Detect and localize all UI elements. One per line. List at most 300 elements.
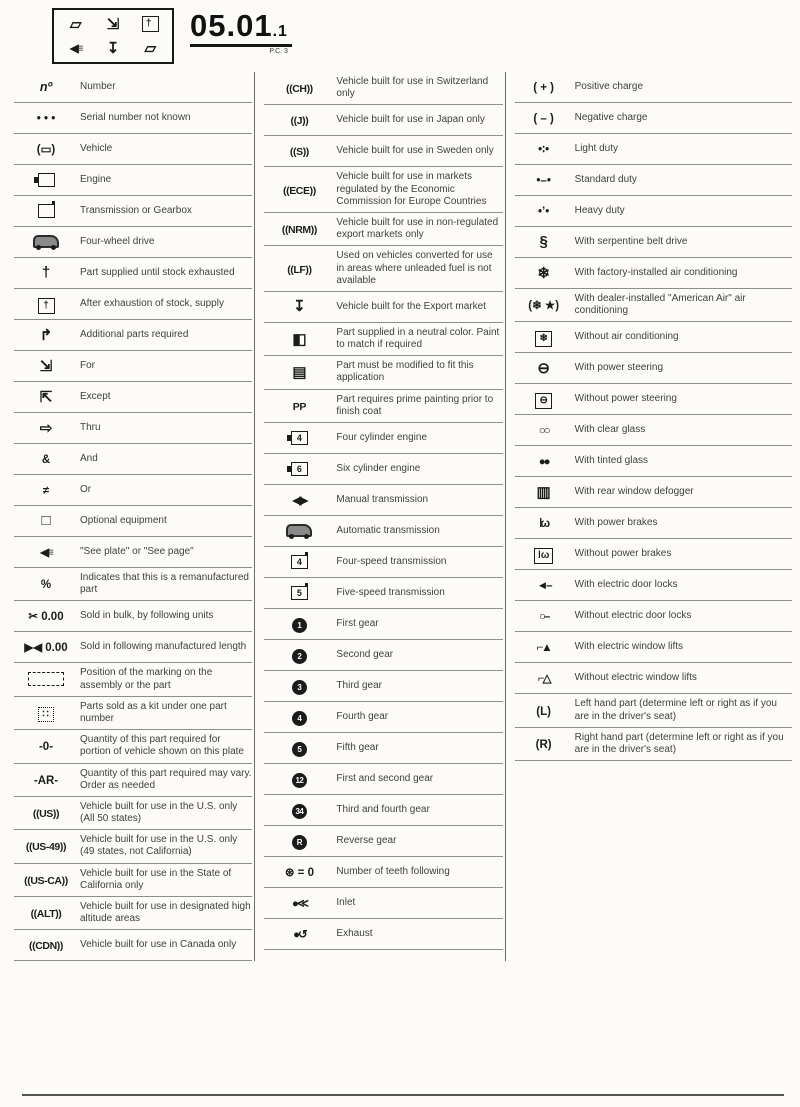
exhaust-icon: ●↺ bbox=[293, 929, 306, 941]
symbol-cell bbox=[264, 330, 334, 349]
symbol-cell bbox=[264, 522, 334, 540]
legend-label: Optional equipment bbox=[80, 514, 167, 526]
four-speed-icon: 4 bbox=[291, 555, 308, 569]
legend-label: Sold in bulk, by following units bbox=[80, 610, 214, 622]
page-title-suffix: .1 bbox=[272, 23, 288, 40]
except-arrow-icon: ⇱ bbox=[39, 388, 53, 406]
symbol-cell bbox=[14, 233, 78, 251]
symbol-cell bbox=[515, 171, 573, 189]
symbol-cell bbox=[264, 863, 334, 881]
legend-label: "See plate" or "See page" bbox=[80, 545, 194, 557]
legend-label: Exhaust bbox=[336, 927, 373, 939]
legend-row bbox=[515, 601, 792, 632]
symbol-cell bbox=[264, 615, 334, 633]
for-arrow-icon: ⇲ bbox=[39, 357, 53, 375]
symbol-cell bbox=[515, 359, 573, 378]
symbol-cell bbox=[14, 804, 78, 822]
legend-row bbox=[264, 764, 502, 795]
legend-row bbox=[14, 601, 252, 632]
legend-row bbox=[515, 322, 792, 353]
symbol-cell bbox=[14, 936, 78, 954]
legend-label: With factory-installed air conditioning bbox=[574, 266, 738, 278]
symbol-cell bbox=[515, 328, 573, 347]
heavy-duty-icon: •ʼ• bbox=[538, 206, 550, 218]
legend-row bbox=[14, 568, 252, 601]
symbol-cell bbox=[515, 233, 573, 251]
ch-code-symbol: ((CH)) bbox=[286, 83, 313, 96]
legend-label: Light duty bbox=[574, 142, 619, 154]
legend-row bbox=[264, 857, 502, 888]
legend-label: Fifth gear bbox=[336, 741, 379, 753]
engine-icon bbox=[38, 173, 55, 187]
legend-label: Vehicle built for use in Sweden only bbox=[336, 145, 494, 157]
nrm-code-symbol: ((NRM)) bbox=[281, 224, 317, 237]
legend-label: Quantity of this part required for portion of vehicle shown on this plate bbox=[80, 734, 244, 758]
legend-row bbox=[264, 547, 502, 578]
legend-label: Four cylinder engine bbox=[336, 431, 428, 443]
legend-row bbox=[264, 213, 502, 246]
four-wheel-drive-icon bbox=[33, 235, 59, 248]
power-steering-icon: ⊖ bbox=[537, 359, 550, 377]
legend-row bbox=[264, 423, 502, 454]
legend-row bbox=[14, 730, 252, 763]
legend-label: Without electric window lifts bbox=[574, 672, 697, 684]
page-header bbox=[52, 8, 292, 64]
no-power-brakes-icon: ǀω bbox=[534, 548, 553, 564]
dealer-ac-icon: (❄ ★) bbox=[528, 300, 560, 313]
symbol-cell bbox=[14, 388, 78, 407]
second-gear-icon: 2 bbox=[292, 649, 307, 664]
legend-row bbox=[264, 356, 502, 389]
legend-row bbox=[264, 485, 502, 516]
manual-transmission-icon: ◀▶ bbox=[292, 495, 307, 507]
vehicle-icon: (▭) bbox=[36, 144, 56, 156]
legend-label: For bbox=[80, 359, 95, 371]
symbol-cell bbox=[14, 171, 78, 189]
legend-row bbox=[515, 694, 792, 727]
legend-row bbox=[14, 165, 252, 196]
power-brakes-icon: ǀω bbox=[539, 518, 549, 531]
symbol-cell bbox=[14, 109, 78, 127]
legend-row bbox=[264, 292, 502, 323]
legend-row bbox=[14, 382, 252, 413]
symbol-cell bbox=[515, 452, 573, 470]
legend-row bbox=[515, 477, 792, 508]
legend-label: And bbox=[80, 452, 98, 464]
symbol-cell bbox=[515, 735, 573, 753]
symbol-cell bbox=[515, 202, 573, 220]
symbol-cell bbox=[14, 771, 78, 789]
serial-dots-icon: • • • bbox=[36, 113, 56, 125]
first-gear-icon: 1 bbox=[292, 618, 307, 633]
legend-row bbox=[14, 697, 252, 730]
four-cylinder-icon: 4 bbox=[291, 431, 308, 445]
stock-cross-box-icon: † bbox=[142, 16, 159, 32]
tinted-glass-icon: ●● bbox=[538, 456, 549, 469]
symbol-cell bbox=[264, 584, 334, 602]
prime-paint-symbol: PP bbox=[292, 400, 307, 413]
legend-row bbox=[14, 134, 252, 165]
legend-row bbox=[14, 864, 252, 897]
legend-row bbox=[264, 72, 502, 105]
alt-code-symbol: ((ALT)) bbox=[30, 908, 62, 921]
legend-label: Additional parts required bbox=[80, 328, 189, 340]
legend-row bbox=[515, 103, 792, 134]
symbol-cell bbox=[515, 483, 573, 502]
legend-label: With power brakes bbox=[574, 517, 658, 529]
legend-row bbox=[515, 539, 792, 570]
legend-row bbox=[264, 516, 502, 547]
legend-label: Vehicle built for use in markets regulated by the Economic Commission for Europe Countries bbox=[336, 171, 487, 207]
legend-row bbox=[264, 167, 502, 213]
legend-label: Inlet bbox=[336, 896, 356, 908]
legend-label: With tinted glass bbox=[574, 455, 649, 467]
legend-row bbox=[515, 384, 792, 415]
legend-label: Vehicle built for use in Japan only bbox=[336, 114, 485, 126]
legend-label: After exhaustion of stock, supply bbox=[80, 297, 224, 309]
serpentine-belt-symbol: § bbox=[539, 233, 548, 250]
symbol-cell bbox=[14, 575, 78, 593]
symbol-cell bbox=[14, 326, 78, 345]
legend-label: Heavy duty bbox=[574, 204, 625, 216]
symbol-cell bbox=[14, 638, 78, 656]
length-symbol: ▶◀ 0.00 bbox=[24, 642, 68, 655]
symbol-cell bbox=[264, 708, 334, 726]
symbol-cell bbox=[515, 638, 573, 656]
inlet-icon: ●≪ bbox=[291, 898, 307, 910]
legend-label: Reverse gear bbox=[336, 834, 397, 846]
symbol-cell bbox=[264, 297, 334, 316]
legend-label: Position of the marking on the assembly or the part bbox=[80, 667, 213, 691]
legend-label: First gear bbox=[336, 617, 379, 629]
legend-row bbox=[14, 764, 252, 797]
bottom-rule bbox=[22, 1094, 784, 1096]
negative-charge-symbol: ( – ) bbox=[533, 113, 554, 125]
legend-row bbox=[264, 888, 502, 919]
modify-part-icon: ▤ bbox=[292, 363, 307, 381]
legend-row bbox=[14, 196, 252, 227]
legend-label: Without power brakes bbox=[574, 548, 672, 560]
fourth-gear-icon: 4 bbox=[292, 711, 307, 726]
legend-row bbox=[14, 103, 252, 134]
symbol-cell bbox=[14, 543, 78, 561]
usca-code-symbol: ((US-CA)) bbox=[24, 874, 68, 887]
symbol-cell bbox=[264, 397, 334, 415]
or-symbol: ≠ bbox=[42, 485, 50, 497]
legend-label: Or bbox=[80, 483, 92, 495]
legend-label: Vehicle built for the Export market bbox=[336, 300, 486, 312]
legend-label: Part supplied in a neutral color. Paint to match if required bbox=[336, 326, 500, 351]
legend-label: Vehicle built for use in non-regulated export markets only bbox=[336, 216, 499, 241]
page-title bbox=[190, 10, 292, 47]
symbol-cell bbox=[14, 78, 78, 96]
symbol-cell bbox=[14, 871, 78, 889]
page-title-main: 05.01 bbox=[190, 8, 273, 43]
symbol-cell bbox=[14, 837, 78, 855]
legend-label: Quantity of this part required may vary. Order as needed bbox=[80, 767, 252, 791]
symbol-cell bbox=[264, 429, 334, 447]
light-duty-icon: •∶• bbox=[538, 144, 550, 156]
legend-label: Except bbox=[80, 390, 111, 402]
dagger-box-icon: † bbox=[38, 298, 55, 314]
legend-label: Manual transmission bbox=[336, 493, 429, 505]
legend-label: Vehicle built for use in the State of California only bbox=[80, 867, 232, 891]
door-locks-icon: ◄– bbox=[536, 580, 551, 593]
legend-row bbox=[264, 826, 502, 857]
legend-row bbox=[515, 196, 792, 227]
legend-row bbox=[515, 415, 792, 446]
legend-label: Vehicle built for use in Switzerland only bbox=[336, 76, 489, 100]
marking-position-icon bbox=[28, 672, 64, 686]
legend-column-left bbox=[12, 72, 254, 961]
legend-label: Without power steering bbox=[574, 393, 677, 405]
symbol-cell bbox=[264, 260, 334, 278]
legend-row bbox=[515, 353, 792, 384]
standard-duty-icon: •–• bbox=[536, 175, 551, 187]
legend-label: Third and fourth gear bbox=[336, 803, 430, 815]
qty-portion-symbol: -0- bbox=[38, 741, 54, 754]
legend-label: Five-speed transmission bbox=[336, 586, 445, 598]
legend-row bbox=[14, 227, 252, 258]
legend-label: Six cylinder engine bbox=[336, 462, 421, 474]
legend-row bbox=[264, 671, 502, 702]
symbol-cell bbox=[264, 894, 334, 912]
symbol-cell bbox=[264, 925, 334, 943]
legend-row bbox=[515, 289, 792, 322]
symbol-cell bbox=[264, 181, 334, 199]
legend-row bbox=[515, 508, 792, 539]
symbol-cell bbox=[264, 220, 334, 238]
legend-label: Transmission or Gearbox bbox=[80, 204, 192, 216]
legend-row bbox=[264, 323, 502, 356]
title-block bbox=[190, 10, 292, 55]
optional-box-icon: □ bbox=[41, 512, 51, 529]
symbol-cell bbox=[14, 737, 78, 755]
legend-row bbox=[264, 919, 502, 950]
symbol-cell bbox=[515, 264, 573, 283]
legend-row bbox=[14, 444, 252, 475]
legend-label: Thru bbox=[80, 421, 101, 433]
ece-code-symbol: ((ECE)) bbox=[283, 184, 316, 197]
door-contour-icon: ▱ bbox=[69, 16, 82, 34]
legend-row bbox=[515, 134, 792, 165]
legend-label: With electric door locks bbox=[574, 579, 678, 591]
legend-label: Vehicle built for use in the U.S. only (49 states, not California) bbox=[80, 834, 238, 858]
legend-label: Number bbox=[80, 80, 116, 92]
legend-label: With rear window defogger bbox=[574, 486, 694, 498]
symbol-cell bbox=[515, 607, 573, 625]
six-cylinder-icon: 6 bbox=[291, 462, 308, 476]
j-code-symbol: ((J)) bbox=[290, 115, 309, 128]
legend-label: Vehicle built for use in the U.S. only (All 50 states) bbox=[80, 800, 238, 825]
legend-row bbox=[515, 72, 792, 103]
legend-label: Right hand part (determine left or right as if you are in the driver's seat) bbox=[574, 731, 784, 755]
legend-column-right bbox=[505, 72, 794, 961]
thru-arrow-icon: ⇨ bbox=[39, 419, 53, 437]
legend-row bbox=[264, 578, 502, 609]
no-power-steering-icon: ⊖ bbox=[535, 393, 552, 409]
legend-row bbox=[14, 930, 252, 961]
five-speed-icon: 5 bbox=[291, 586, 308, 600]
symbol-cell bbox=[264, 142, 334, 160]
anchor-icon: ↧ bbox=[106, 39, 120, 57]
third-fourth-gear-icon: 34 bbox=[292, 804, 307, 819]
legend-label: Engine bbox=[80, 173, 112, 185]
legend-label: Part must be modified to fit this application bbox=[336, 360, 474, 384]
symbol-cell bbox=[515, 702, 573, 720]
legend-label: Parts sold as a kit under one part number bbox=[80, 700, 227, 724]
legend-row bbox=[14, 830, 252, 863]
legend-row bbox=[264, 795, 502, 826]
legend-row bbox=[14, 351, 252, 382]
legend-label: Without air conditioning bbox=[574, 331, 679, 343]
factory-ac-icon: ❄ bbox=[537, 264, 550, 282]
legend-row bbox=[14, 320, 252, 351]
positive-charge-symbol: ( + ) bbox=[533, 82, 555, 94]
legend-label: Negative charge bbox=[574, 111, 648, 123]
symbol-cell bbox=[14, 419, 78, 438]
legend-label: Vehicle built for use in designated high altitude areas bbox=[80, 901, 251, 925]
legend-row bbox=[14, 537, 252, 568]
legend-row bbox=[264, 733, 502, 764]
symbol-cell bbox=[264, 111, 334, 129]
for-arrow-icon: ⇲ bbox=[106, 16, 120, 34]
legend-label: Second gear bbox=[336, 648, 394, 660]
symbol-cell bbox=[14, 202, 78, 220]
legend-label: Part requires prime painting prior to finish coat bbox=[336, 393, 494, 417]
dagger-icon: † bbox=[41, 264, 51, 281]
symbol-cell bbox=[264, 677, 334, 695]
gearbox-icon bbox=[38, 204, 55, 218]
symbol-cell bbox=[14, 450, 78, 468]
symbol-cell bbox=[515, 390, 573, 409]
first-second-gear-icon: 12 bbox=[292, 773, 307, 788]
symbol-cell bbox=[515, 514, 573, 532]
legend-row bbox=[515, 570, 792, 601]
legend-row bbox=[264, 390, 502, 423]
legend-label: Sold in following manufactured length bbox=[80, 641, 247, 653]
legend-row bbox=[14, 797, 252, 830]
legend-label: First and second gear bbox=[336, 772, 434, 784]
symbol-cell bbox=[515, 296, 573, 314]
window-lifts-icon: ⌐▲ bbox=[536, 642, 551, 655]
symbol-cell bbox=[264, 460, 334, 478]
legend-row bbox=[14, 258, 252, 289]
symbol-cell bbox=[264, 491, 334, 509]
legend-label: Automatic transmission bbox=[336, 524, 440, 536]
symbol-cell bbox=[264, 770, 334, 788]
symbol-cell bbox=[515, 545, 573, 564]
legend-label: Four-speed transmission bbox=[336, 555, 447, 567]
symbol-cell bbox=[14, 140, 78, 158]
symbol-cell bbox=[14, 904, 78, 922]
legend-row bbox=[515, 728, 792, 761]
legend-row bbox=[14, 663, 252, 696]
teeth-count-symbol: ⊛ = 0 bbox=[284, 867, 314, 879]
legend-row bbox=[14, 475, 252, 506]
legend-row bbox=[264, 136, 502, 167]
neutral-color-icon: ◧ bbox=[292, 330, 307, 348]
legend-row bbox=[14, 897, 252, 930]
legend-label: Left hand part (determine left or right as if you are in the driver's seat) bbox=[574, 698, 777, 722]
s-code-symbol: ((S)) bbox=[289, 146, 309, 159]
fifth-gear-icon: 5 bbox=[292, 742, 307, 757]
remanufactured-symbol: % bbox=[40, 579, 52, 592]
symbol-cell bbox=[515, 109, 573, 127]
legend-row bbox=[515, 165, 792, 196]
legend-row bbox=[264, 246, 502, 292]
legend-label: Vehicle built for use in Canada only bbox=[80, 939, 237, 951]
legend-columns bbox=[12, 72, 794, 961]
lf-code-symbol: ((LF)) bbox=[287, 263, 312, 276]
legend-label: Serial number not known bbox=[80, 111, 191, 123]
bulk-scissors-icon: ✂ 0.00 bbox=[28, 611, 64, 624]
no-door-locks-icon: ○– bbox=[538, 611, 549, 624]
legend-row bbox=[264, 609, 502, 640]
anchor-icon: ↧ bbox=[293, 298, 306, 316]
legend-label: Vehicle bbox=[80, 142, 113, 154]
legend-row bbox=[14, 632, 252, 663]
door-panel-icon: ▱ bbox=[144, 39, 157, 57]
legend-row bbox=[264, 454, 502, 485]
cdn-code-symbol: ((CDN)) bbox=[29, 940, 63, 953]
page-number-note: P.C. 3 bbox=[269, 48, 288, 55]
no-window-lifts-icon: ⌐△ bbox=[537, 673, 550, 686]
symbol-cell bbox=[515, 421, 573, 439]
legend-label: Without electric door locks bbox=[574, 610, 692, 622]
symbol-cell bbox=[14, 264, 78, 282]
third-gear-icon: 3 bbox=[292, 680, 307, 695]
symbol-cell bbox=[264, 832, 334, 850]
legend-label: With power steering bbox=[574, 362, 664, 374]
automatic-transmission-icon bbox=[286, 524, 312, 537]
legend-column-middle bbox=[254, 72, 504, 961]
see-plate-icon: ◀≡ bbox=[40, 547, 52, 559]
symbol-cell bbox=[264, 646, 334, 664]
symbol-cell bbox=[14, 671, 78, 689]
legend-label: Positive charge bbox=[574, 80, 644, 92]
legend-label: With dealer-installed "American Air" air conditioning bbox=[574, 293, 746, 317]
symbol-cell bbox=[515, 140, 573, 158]
legend-row bbox=[515, 663, 792, 694]
legend-label: Indicates that this is a remanufactured part bbox=[80, 572, 249, 596]
and-symbol: & bbox=[41, 454, 51, 466]
number-symbol: nº bbox=[39, 80, 53, 94]
legend-label: With electric window lifts bbox=[574, 641, 683, 653]
symbol-cell bbox=[14, 357, 78, 376]
symbol-cell bbox=[264, 739, 334, 757]
see-plate-icon: ◀≡ bbox=[69, 42, 82, 55]
legend-label: Four-wheel drive bbox=[80, 235, 155, 247]
legend-label: Used on vehicles converted for use in areas where unleaded fuel is not available bbox=[336, 250, 493, 286]
symbol-cell bbox=[515, 576, 573, 594]
symbol-cell bbox=[264, 79, 334, 97]
legend-row bbox=[515, 446, 792, 477]
clear-glass-icon: ○○ bbox=[538, 425, 549, 438]
symbol-cell bbox=[14, 512, 78, 530]
us-code-symbol: ((US)) bbox=[32, 808, 60, 821]
symbol-cell bbox=[264, 363, 334, 382]
symbol-cell bbox=[515, 78, 573, 96]
legend-row bbox=[14, 289, 252, 320]
right-hand-symbol: (R) bbox=[535, 738, 552, 751]
legend-label: With clear glass bbox=[574, 424, 646, 436]
header-icon-box bbox=[52, 8, 174, 64]
symbol-cell bbox=[14, 607, 78, 625]
legend-row bbox=[14, 413, 252, 444]
symbol-cell bbox=[264, 801, 334, 819]
qty-variable-symbol: -AR- bbox=[33, 774, 59, 787]
